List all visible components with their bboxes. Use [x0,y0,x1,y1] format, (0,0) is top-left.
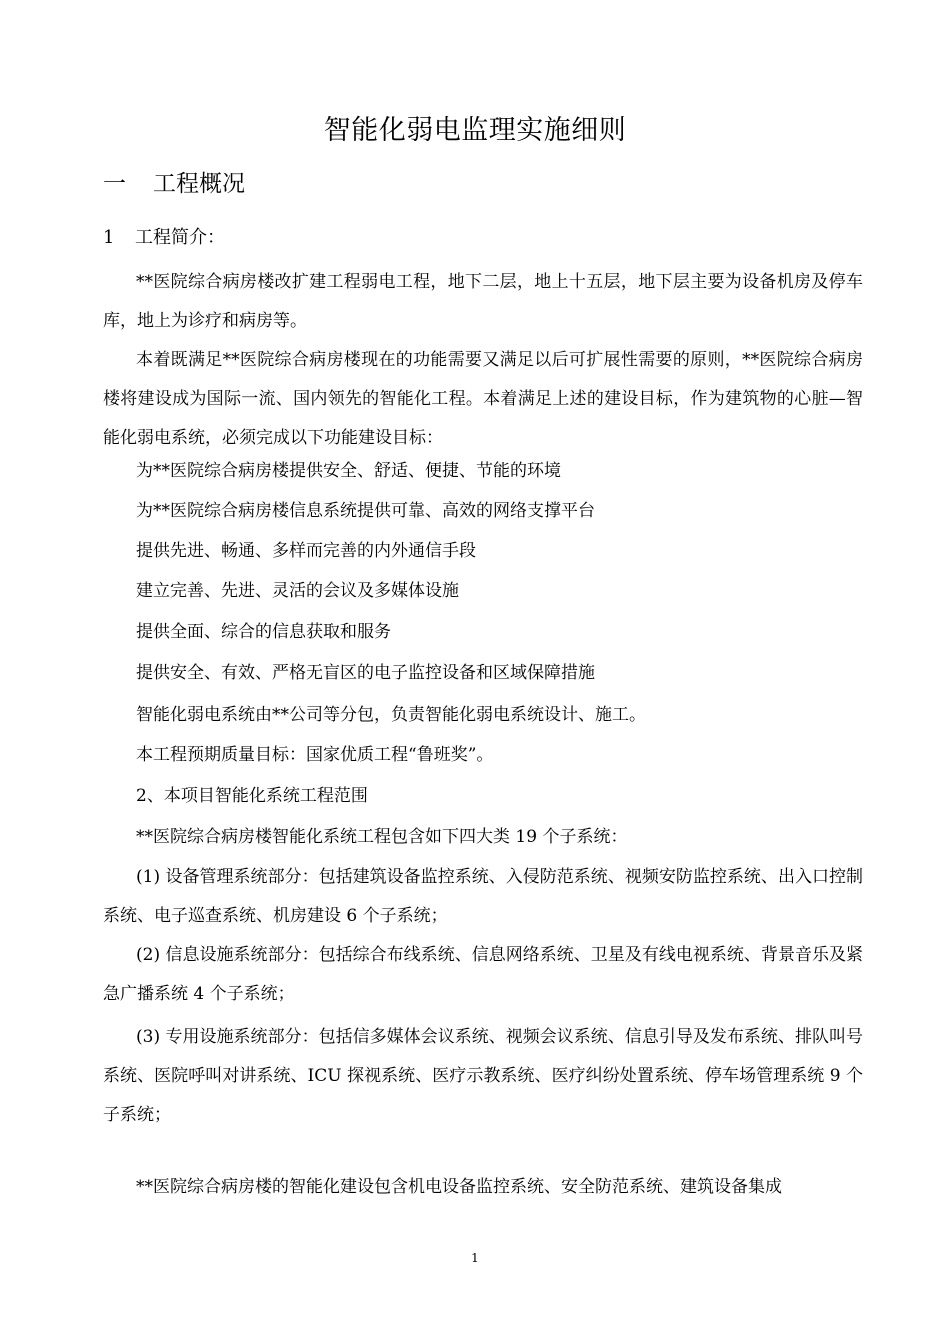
page-number: 1 [471,1251,479,1265]
scope-intro: **医院综合病房楼智能化系统工程包含如下四大类 19 个子系统： [136,827,628,847]
goal-item: 提供全面、综合的信息获取和服务 [136,622,391,642]
subsection-title: 工程简介： [135,227,225,248]
section-title: 工程概况 [153,171,245,197]
paragraph-closing: **医院综合病房楼的智能化建设包含机电设备监控系统、安全防范系统、建筑设备集成 [136,1177,782,1197]
scope-item: (2) 信息设施系统部分：包括综合布线系统、信息网络系统、卫星及有线电视系统、背景音乐及紧急广播系统 4 个子系统； [103,945,863,1004]
paragraph-quality: 本工程预期质量目标：国家优质工程“鲁班奖”。 [136,745,494,765]
paragraph-principle: 本着既满足**医院综合病房楼现在的功能需要又满足以后可扩展性需要的原则，**医院综合病房楼将建设成为国际一流、国内领先的智能化工程。本着满足上述的建设目标，作为建筑物的心脏—智能化弱电系统，必须完成以下功能建设目标： [103,350,863,448]
goal-item: 提供先进、畅通、多样而完善的内外通信手段 [136,541,476,561]
goal-item: 提供安全、有效、严格无盲区的电子监控设备和区域保障措施 [136,663,595,683]
scope-item: (1) 设备管理系统部分：包括建筑设备监控系统、入侵防范系统、视频安防监控系统、出入口控制系统、电子巡查系统、机房建设 6 个子系统； [103,867,863,926]
scope-item: (3) 专用设施系统部分：包括信多媒体会议系统、视频会议系统、信息引导及发布系统、排队叫号系统、医院呼叫对讲系统、ICU 探视系统、医疗示教系统、医疗纠纷处置系统、停车场管理系统 9 个子系统； [103,1027,863,1125]
goal-item: 为**医院综合病房楼信息系统提供可靠、高效的网络支撑平台 [136,501,595,521]
goal-item: 为**医院综合病房楼提供安全、舒适、便捷、节能的环境 [136,461,561,481]
subsection-number: 1 [103,227,115,248]
document-title: 智能化弱电监理实施细则 [323,115,627,146]
goal-item: 建立完善、先进、灵活的会议及多媒体设施 [136,581,459,601]
section-number: 一 [103,171,126,197]
paragraph-intro: **医院综合病房楼改扩建工程弱电工程，地下二层，地上十五层，地下层主要为设备机房及停车库，地上为诊疗和病房等。 [103,272,863,331]
paragraph-contractor: 智能化弱电系统由**公司等分包，负责智能化弱电系统设计、施工。 [136,705,646,725]
section-heading [103,168,245,200]
subsection-heading [103,224,225,252]
scope-heading: 2、本项目智能化系统工程范围 [136,786,368,806]
